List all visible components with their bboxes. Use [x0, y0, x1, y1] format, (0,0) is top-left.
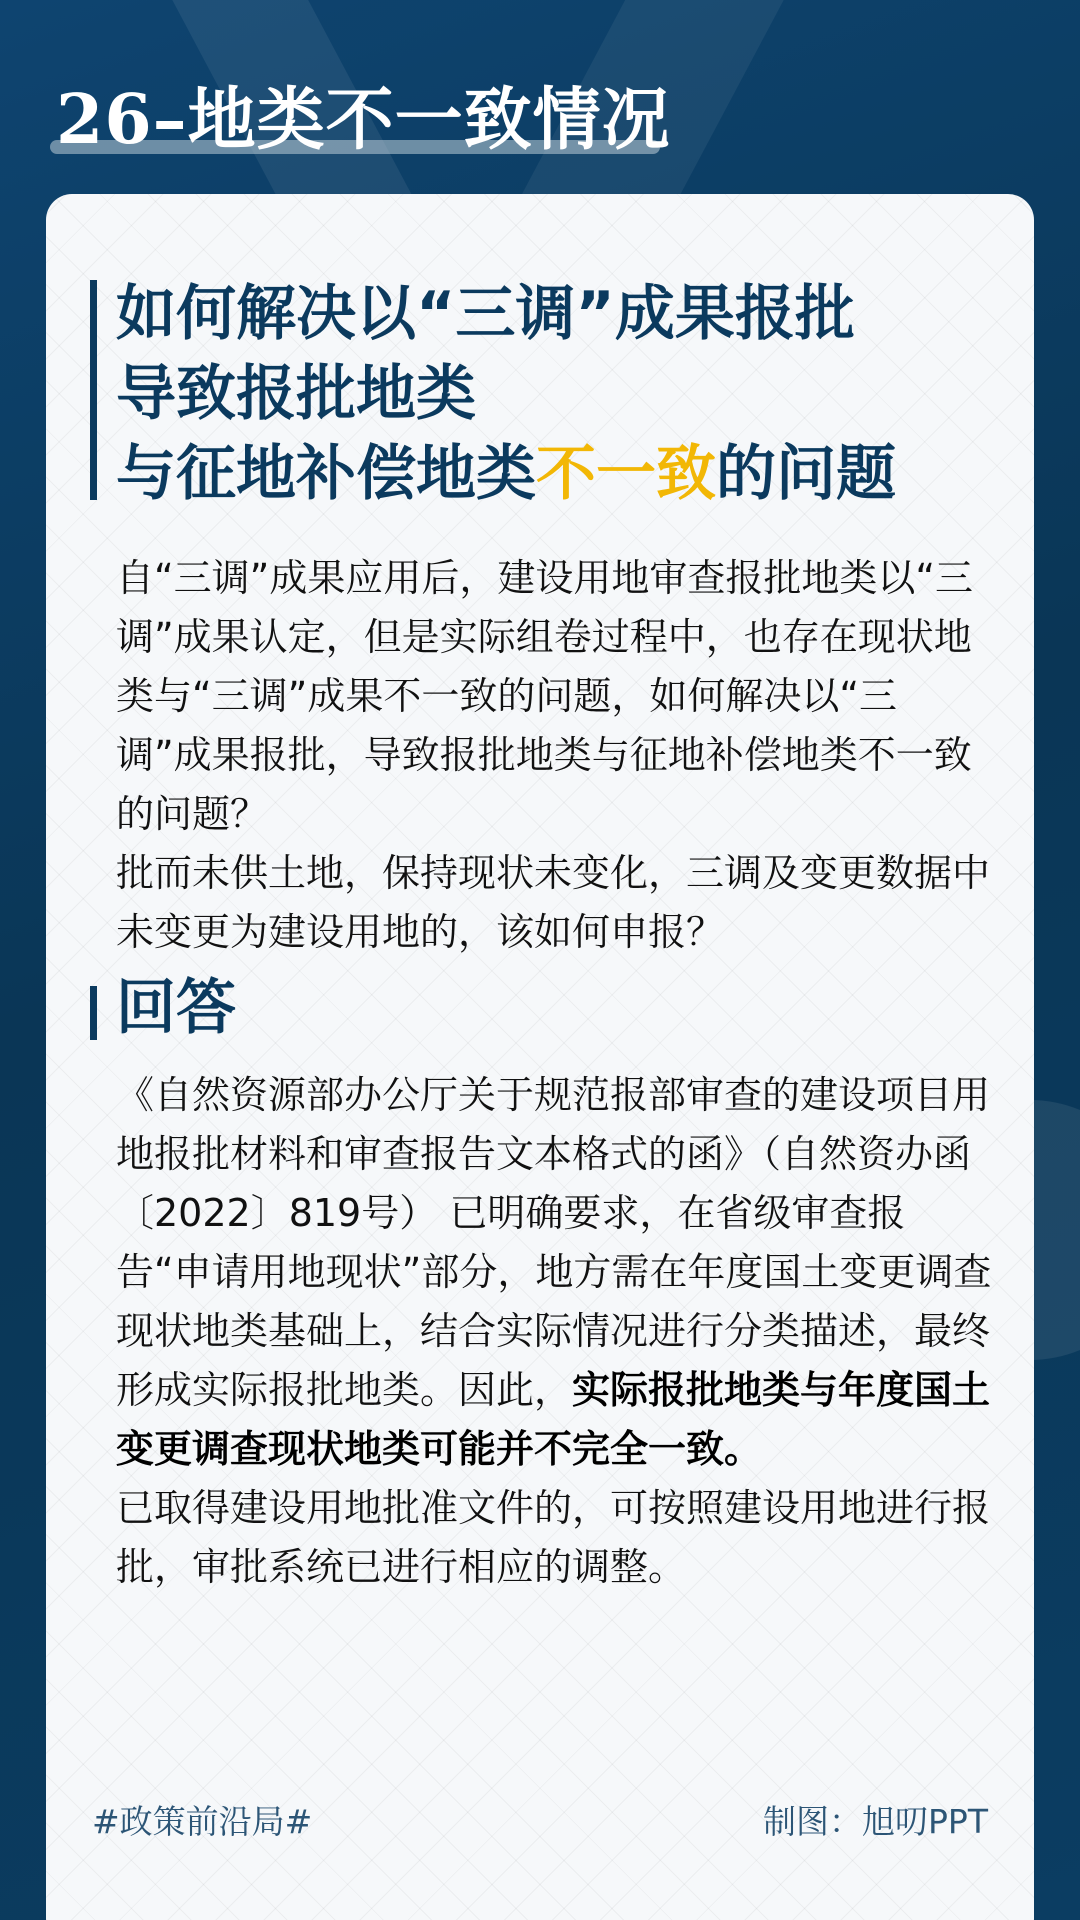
page-title: 26–地类不一致情况	[56, 80, 671, 160]
question-title-line-3-prefix: 与征地补偿地类	[116, 439, 536, 509]
question-title-line-3-suffix: 的问题	[716, 439, 896, 509]
question-title	[116, 274, 1006, 514]
answer-paragraph-1-text: 《自然资源部办公厅关于规范报部审查的建设项目用地报批材料和审查报告文本格式的函》（自然资办函〔2022〕819号） 已明确要求，在省级审查报告“申请用地现状”部分，地方需在年度国土变更调查现状地类基础上，结合实际情况进行分类描述，最终形成实际报批地类。因此，	[116, 1073, 992, 1412]
answer-paragraph-2: 已取得建设用地批准文件的，可按照建设用地进行报批，审批系统已进行相应的调整。	[116, 1486, 991, 1589]
answer-body	[116, 1066, 992, 1597]
footer-tag: #政策前沿局#	[92, 1802, 313, 1841]
question-title-line-1: 如何解决以“三调”成果报批	[116, 279, 855, 349]
content-card	[46, 194, 1034, 1920]
footer	[46, 1792, 1034, 1852]
answer-heading: 回答	[116, 973, 236, 1043]
answer-paragraph-1	[116, 1066, 992, 1479]
question-title-highlight: 不一致	[536, 439, 716, 509]
question-accent-bar	[90, 280, 97, 500]
question-title-line-3	[116, 434, 1006, 514]
question-paragraph-1: 自“三调”成果应用后，建设用地审查报批地类以“三调”成果认定，但是实际组卷过程中，也存在现状地类与“三调”成果不一致的问题，如何解决以“三调”成果报批，导致报批地类与征地补偿地类不一致的问题？	[116, 556, 974, 836]
answer-accent-bar	[90, 986, 97, 1040]
footer-credit: 制图：旭叨PPT	[763, 1802, 988, 1841]
question-title-line-2: 导致报批地类	[116, 359, 476, 429]
question-body	[116, 549, 992, 962]
answer-paragraph-1-bold: 实际报批地类与年度国土变更调查现状地类可能并不完全一致。	[116, 1368, 991, 1471]
question-paragraph-2: 批而未供土地，保持现状未变化，三调及变更数据中未变更为建设用地的，该如何申报？	[116, 851, 991, 954]
